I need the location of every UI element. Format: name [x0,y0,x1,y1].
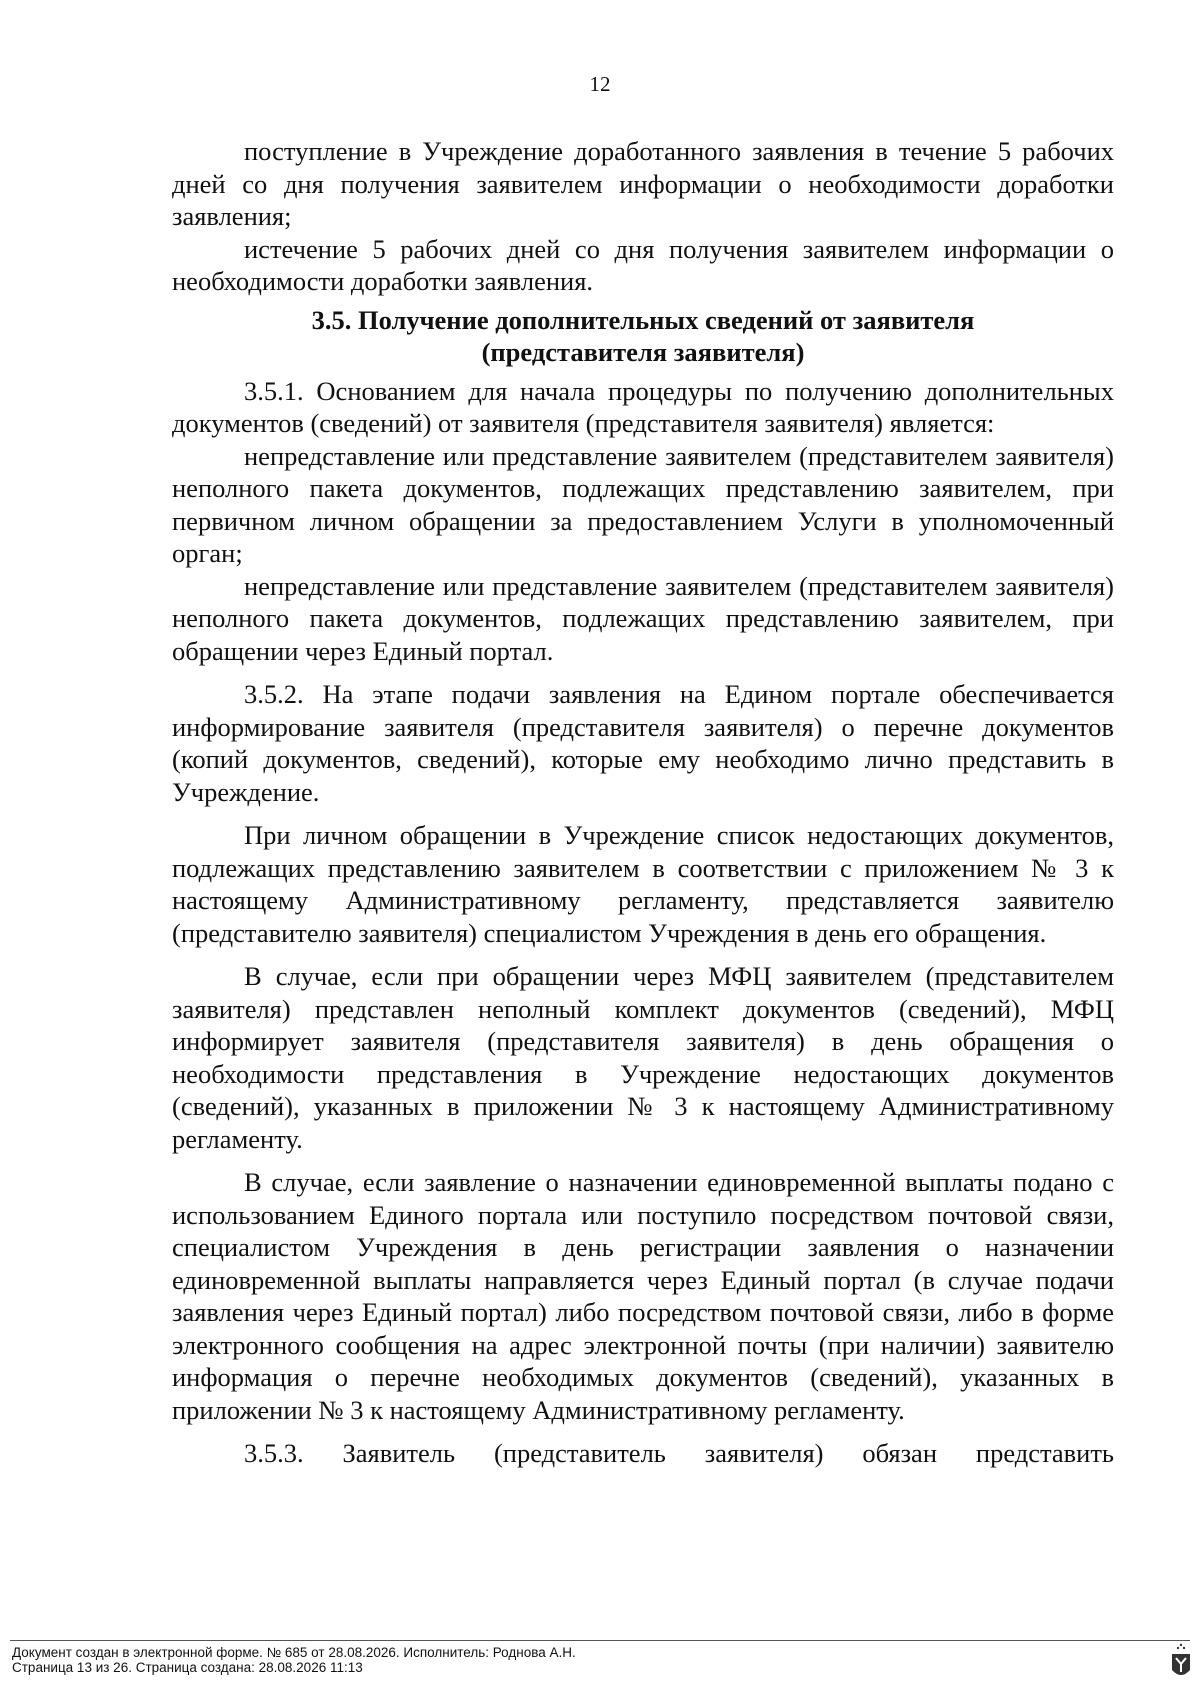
coat-of-arms-icon [1170,1640,1192,1682]
paragraph-3-5-2: 3.5.2. На этапе подачи заявления на Едином портале обеспечивается информирование заявителя (представителя заявителя) о перечне документов (копий документов, сведений), которые ему необходимо лично представить в Учреждение. [172,679,1114,807]
section-heading-3-5 [172,304,1114,369]
paragraph-expiry: истечение 5 рабочих дней со дня получения заявителем информации о необходимости доработки заявления. [172,233,1114,296]
footer-divider [10,1640,1190,1641]
document-body [172,135,1114,1470]
paragraph-3-5-3: 3.5.3. Заявитель (представитель заявителя) обязан представить [244,1438,1114,1468]
footer-line-page: Страница 13 из 26. Страница создана: 28.08.2026 11:13 [12,1660,363,1675]
section-heading-line2: (представителя заявителя) [481,337,805,367]
paragraph-mfc: В случае, если при обращении через МФЦ заявителем (представителем заявителя) представлен неполный комплект документов (сведений), МФЦ информирует заявителя (представителя заявителя) в день обращения о необходимости представления в Учреждение недостающих документов (сведений), указанных в приложении № 3 к настоящему Административному регламенту. [172,961,1114,1154]
section-heading-line1: 3.5. Получение дополнительных сведений от заявителя [311,304,975,335]
footer-line-document: Документ создан в электронной форме. № 685 от 28.08.2026. Исполнитель: Роднова А.Н. [12,1645,576,1660]
paragraph-3-5-1-item-a: непредставление или представление заявителем (представителем заявителя) неполного пакета документов, подлежащих представлению заявителем, при первичном личном обращении за предоставлением Услуги в уполномоченный орган; [172,440,1114,568]
paragraph-3-5-1: 3.5.1. Основанием для начала процедуры по получению дополнительных документов (сведений) от заявителя (представителя заявителя) является: [172,375,1114,438]
paragraph-3-5-1-item-b: непредставление или представление заявителем (представителем заявителя) неполного пакета документов, подлежащих представлению заявителем, при обращении через Единый портал. [172,570,1114,666]
paragraph-resubmission: поступление в Учреждение доработанного заявления в течение 5 рабочих дней со дня получения заявителем информации о необходимости доработки заявления; [172,136,1114,231]
paragraph-personal-visit: При личном обращении в Учреждение список недостающих документов, подлежащих представлению заявителем в соответствии с приложением № 3 к настоящему Административному регламенту, представляется заявителю (представителю заявителя) специалистом Учреждения в день его обращения. [172,820,1114,948]
document-footer [12,1645,576,1675]
paragraph-portal: В случае, если заявление о назначении единовременной выплаты подано с использованием Единого портала или поступило посредством почтовой связи, специалистом Учреждения в день регистрации заявления о назначении единовременной выплаты направляется через Единый портал (в случае подачи заявления через Единый портал) либо посредством почтовой связи, либо в форме электронного сообщения на адрес электронной почты (при наличии) заявителю информация о перечне необходимых документов (сведений), указанных в приложении № 3 к настоящему Административному регламенту. [172,1167,1114,1425]
page-number: 12 [589,72,611,96]
